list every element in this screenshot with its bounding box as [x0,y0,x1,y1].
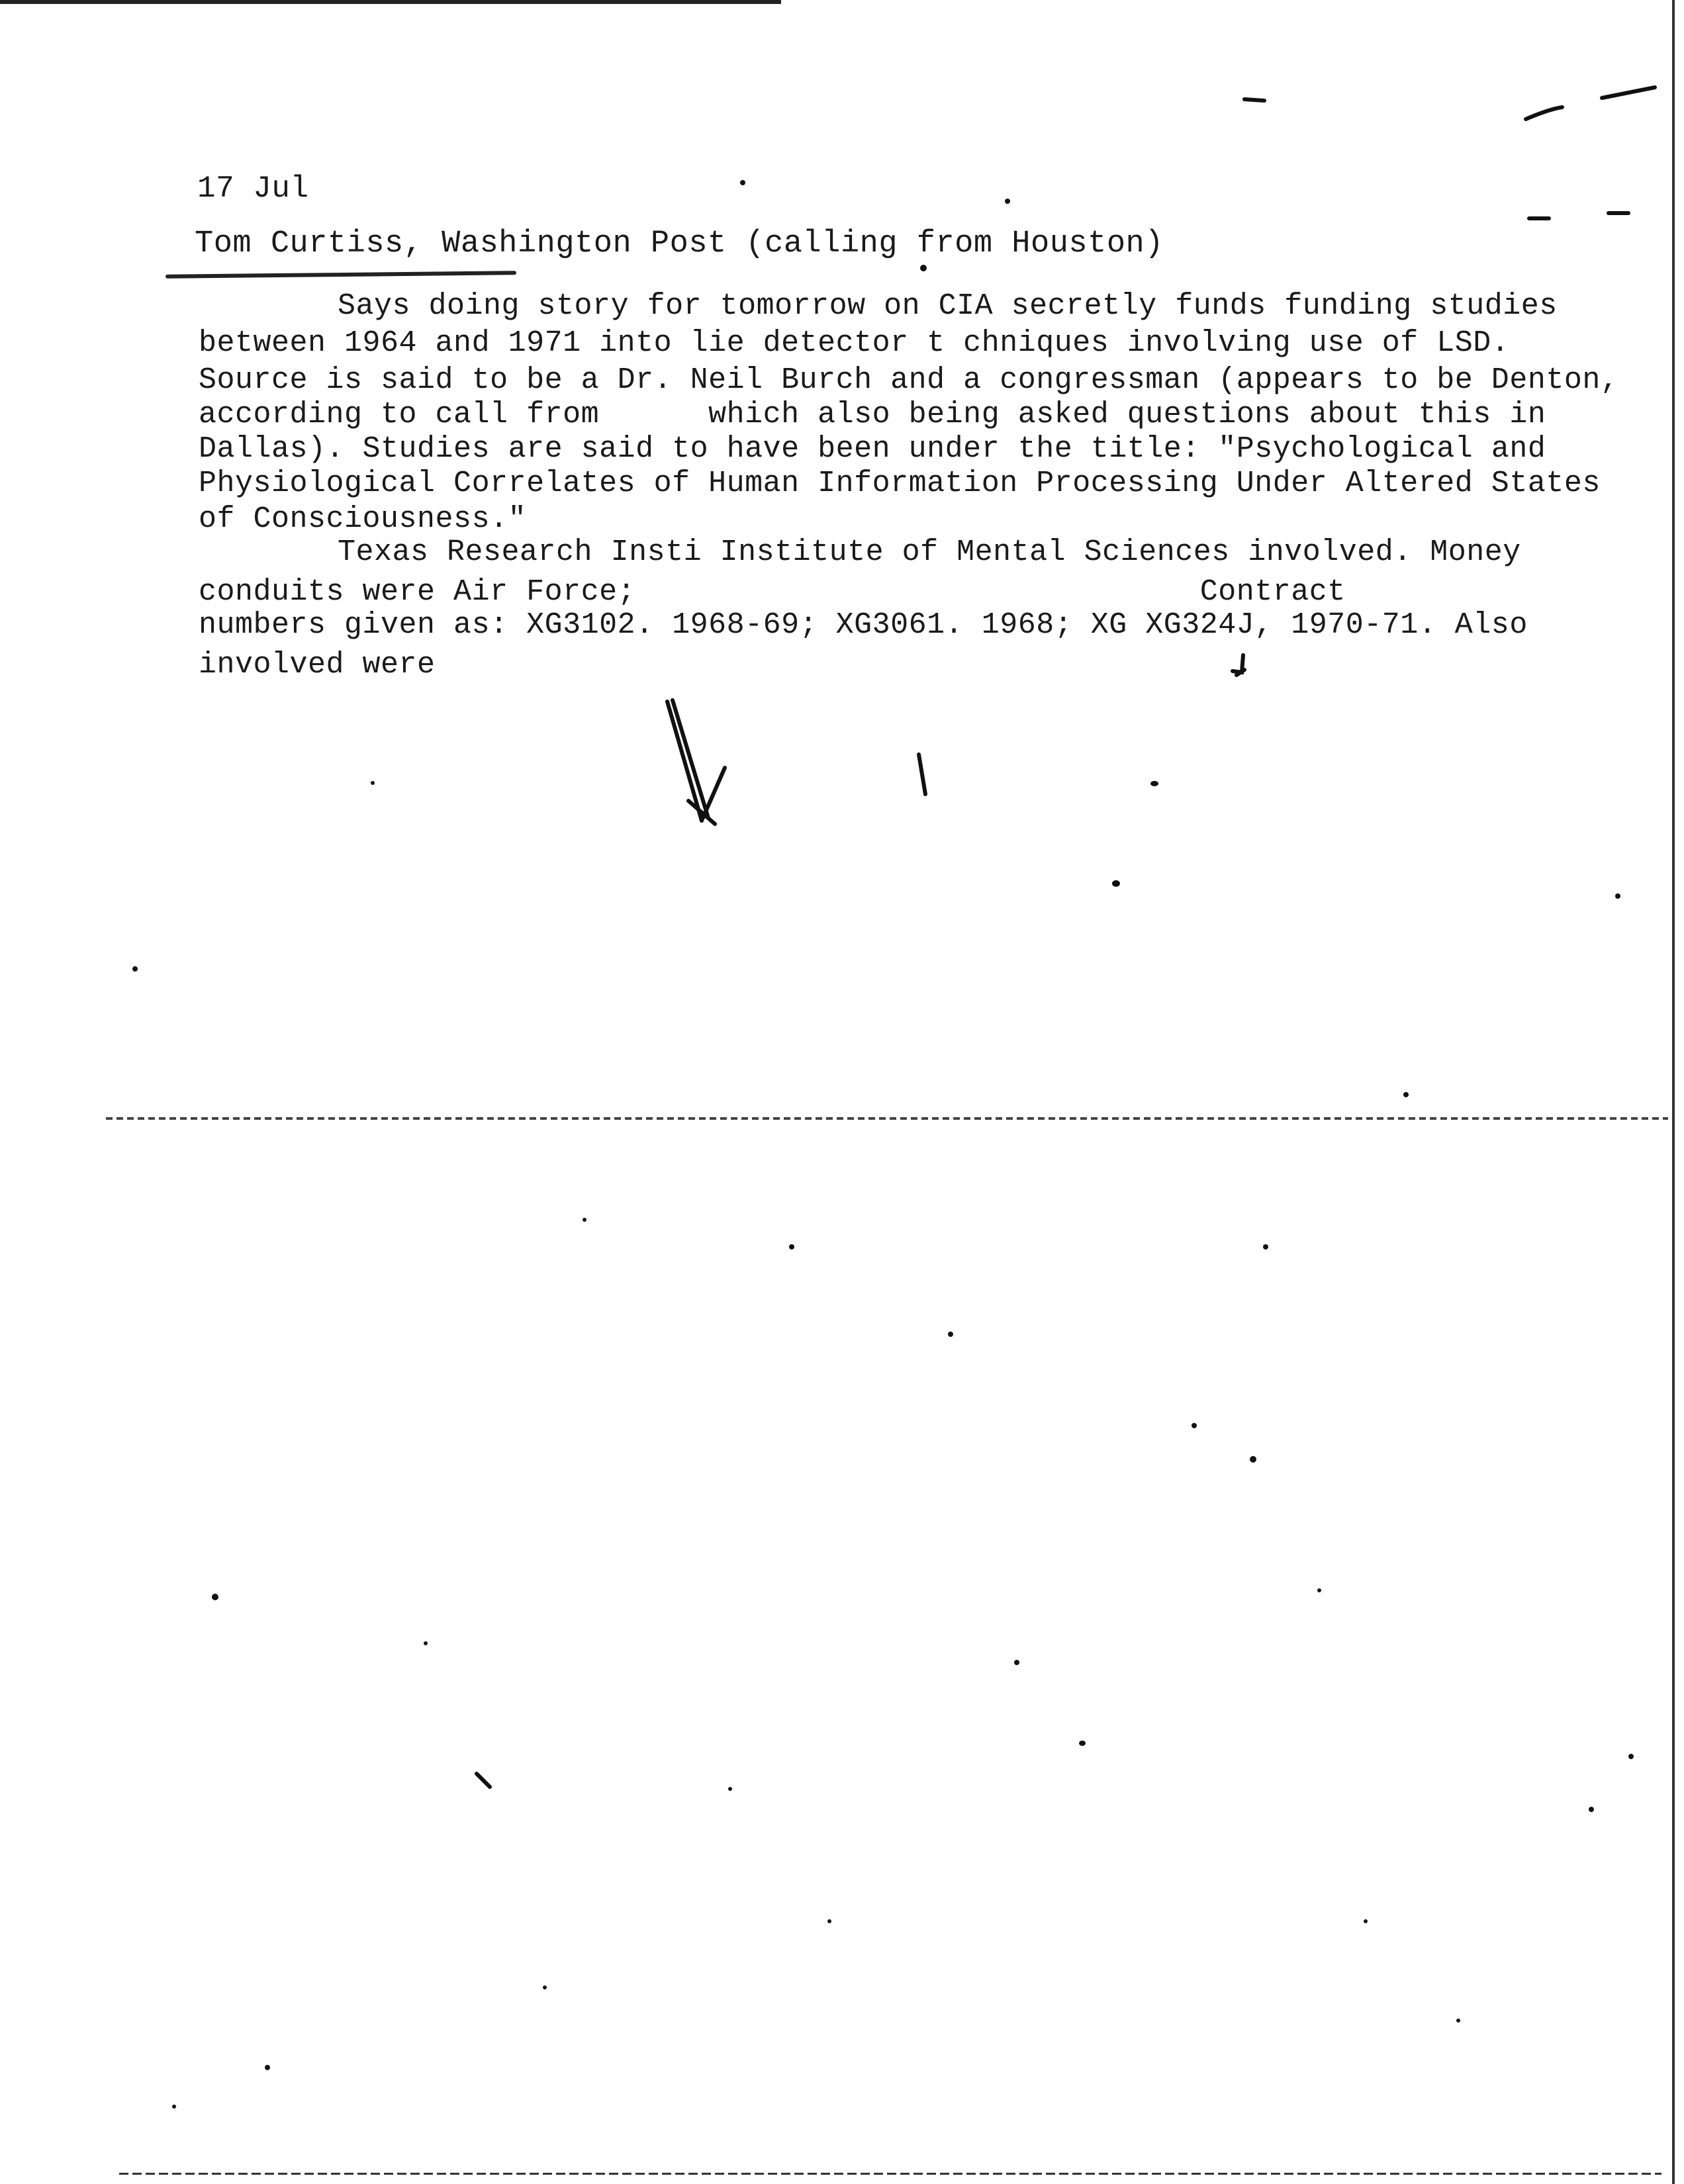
body-line: between 1964 and 1971 into lie detector t chniques involving use of LSD. [199,326,1510,360]
body-line: according to call from which also being asked questions about this in [199,398,1546,432]
body-line: Dallas). Studies are said to have been under the title: "Psychological and [199,432,1546,466]
call-header: Tom Curtiss, Washington Post (calling from Houston) [195,226,1164,261]
body-line: conduits were Air Force; Contract [199,575,1346,609]
body-line: Physiological Correlates of Human Information Processing Under Altered States [199,467,1601,500]
body-line: Texas Research Insti Institute of Mental Sciences involved. Money [338,535,1521,569]
document-date: 17 Jul [197,171,309,206]
body-line: of Consciousness." [199,502,527,536]
body-line: numbers given as: XG3102. 1968-69; XG3061. 1968; XG XG324J, 1970-71. Also [199,608,1528,642]
body-line: involved were [199,648,436,682]
body-line: Source is said to be a Dr. Neil Burch and a congressman (appears to be Denton, [199,363,1619,397]
body-line: Says doing story for tomorrow on CIA secretly funds funding studies [338,289,1558,323]
